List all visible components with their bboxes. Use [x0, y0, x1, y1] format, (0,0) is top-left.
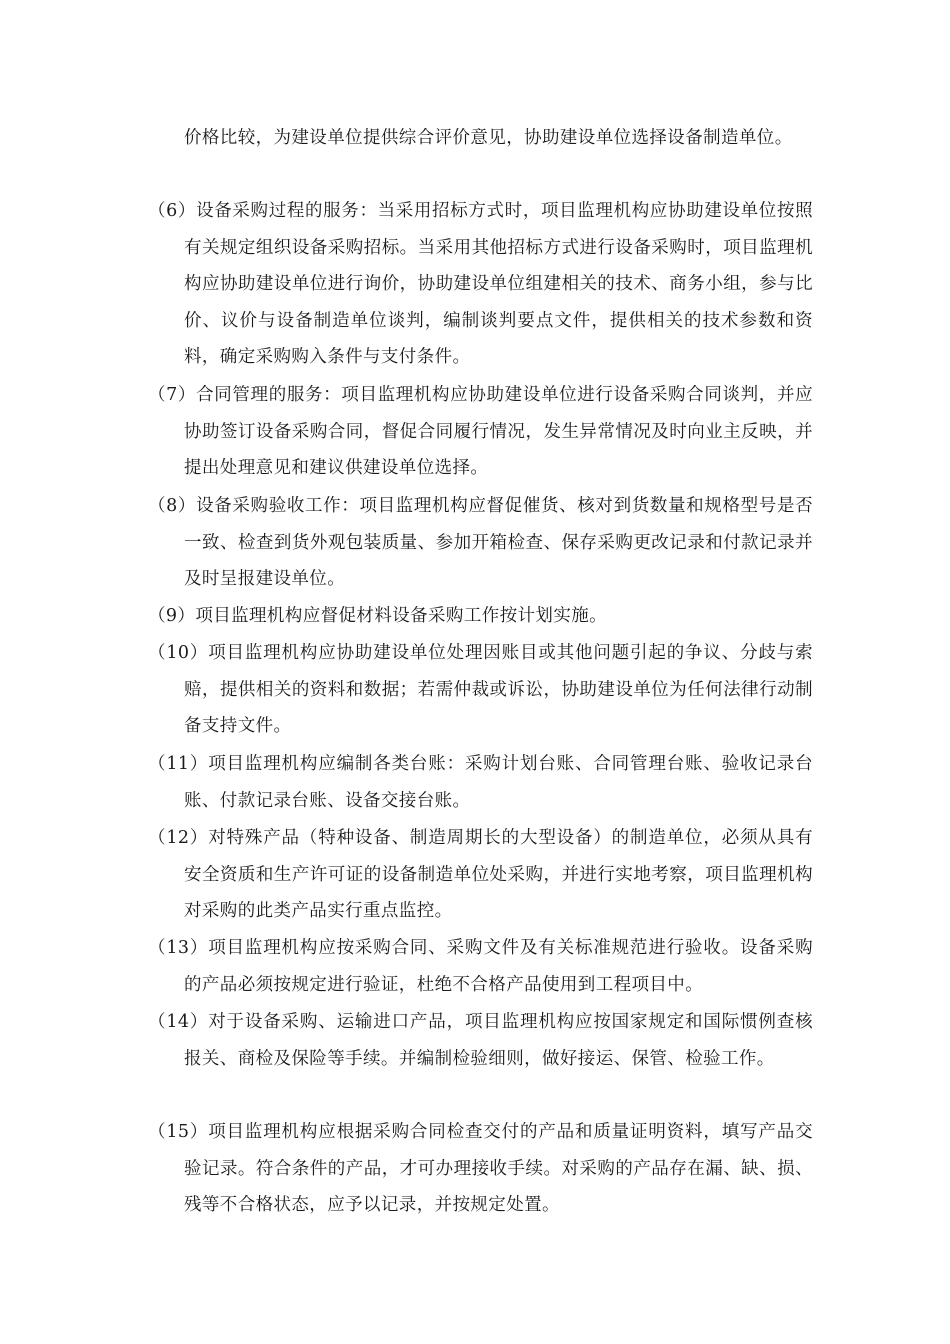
paragraph-item-11: （11）项目监理机构应编制各类台账：采购计划台账、合同管理台账、验收记录台账、付款记录台账、设备交接台账。 [148, 754, 813, 811]
paragraph-item-15: （15）项目监理机构应根据采购合同检查交付的产品和质量证明资料，填写产品交验记录。符合条件的产品，才可办理接收手续。对采购的产品存在漏、缺、损、残等不合格状态，应予以记录，并按规定处置。 [148, 1122, 813, 1215]
paragraph-item-7: （7）合同管理的服务：项目监理机构应协助建设单位进行设备采购合同谈判，并应协助签订设备采购合同，督促合同履行情况，发生异常情况及时向业主反映，并提出处理意见和建议供建设单位选择。 [148, 385, 813, 478]
paragraph-item-14: （14）对于设备采购、运输进口产品，项目监理机构应按国家规定和国际惯例查核报关、商检及保险等手续。并编制检验细则，做好接运、保管、检验工作。 [148, 1012, 813, 1069]
paragraph-item-13: （13）项目监理机构应按采购合同、采购文件及有关标准规范进行验收。设备采购的产品必须按规定进行验证，杜绝不合格产品使用到工程项目中。 [148, 938, 813, 995]
paragraph-item-10: （10）项目监理机构应协助建设单位处理因账目或其他问题引起的争议、分歧与索赔，提供相关的资料和数据；若需仲裁或诉讼，协助建设单位为任何法律行动制备支持文件。 [148, 643, 813, 736]
paragraph-continuation: 价格比较，为建设单位提供综合评价意见，协助建设单位选择设备制造单位。 [184, 128, 793, 148]
paragraph-item-6: （6）设备采购过程的服务：当采用招标方式时，项目监理机构应协助建设单位按照有关规定组织设备采购招标。当采用其他招标方式进行设备采购时，项目监理机构应协助建设单位进行询价，协助建设单位组建相关的技术、商务小组，参与比价、议价与设备制造单位谈判，编制谈判要点文件，提供相关的技术参数和资料，确定采购购入条件与支付条件。 [148, 201, 813, 367]
paragraph-item-9: （9）项目监理机构应督促材料设备采购工作按计划实施。 [148, 606, 608, 626]
paragraph-item-8: （8）设备采购验收工作：项目监理机构应督促催货、核对到货数量和规格型号是否一致、检查到货外观包装质量、参加开箱检查、保存采购更改记录和付款记录并及时呈报建设单位。 [148, 496, 813, 589]
paragraph-item-12: （12）对特殊产品（特种设备、制造周期长的大型设备）的制造单位，必须从具有安全资质和生产许可证的设备制造单位处采购，并进行实地考察，项目监理机构对采购的此类产品实行重点监控。 [148, 828, 813, 921]
